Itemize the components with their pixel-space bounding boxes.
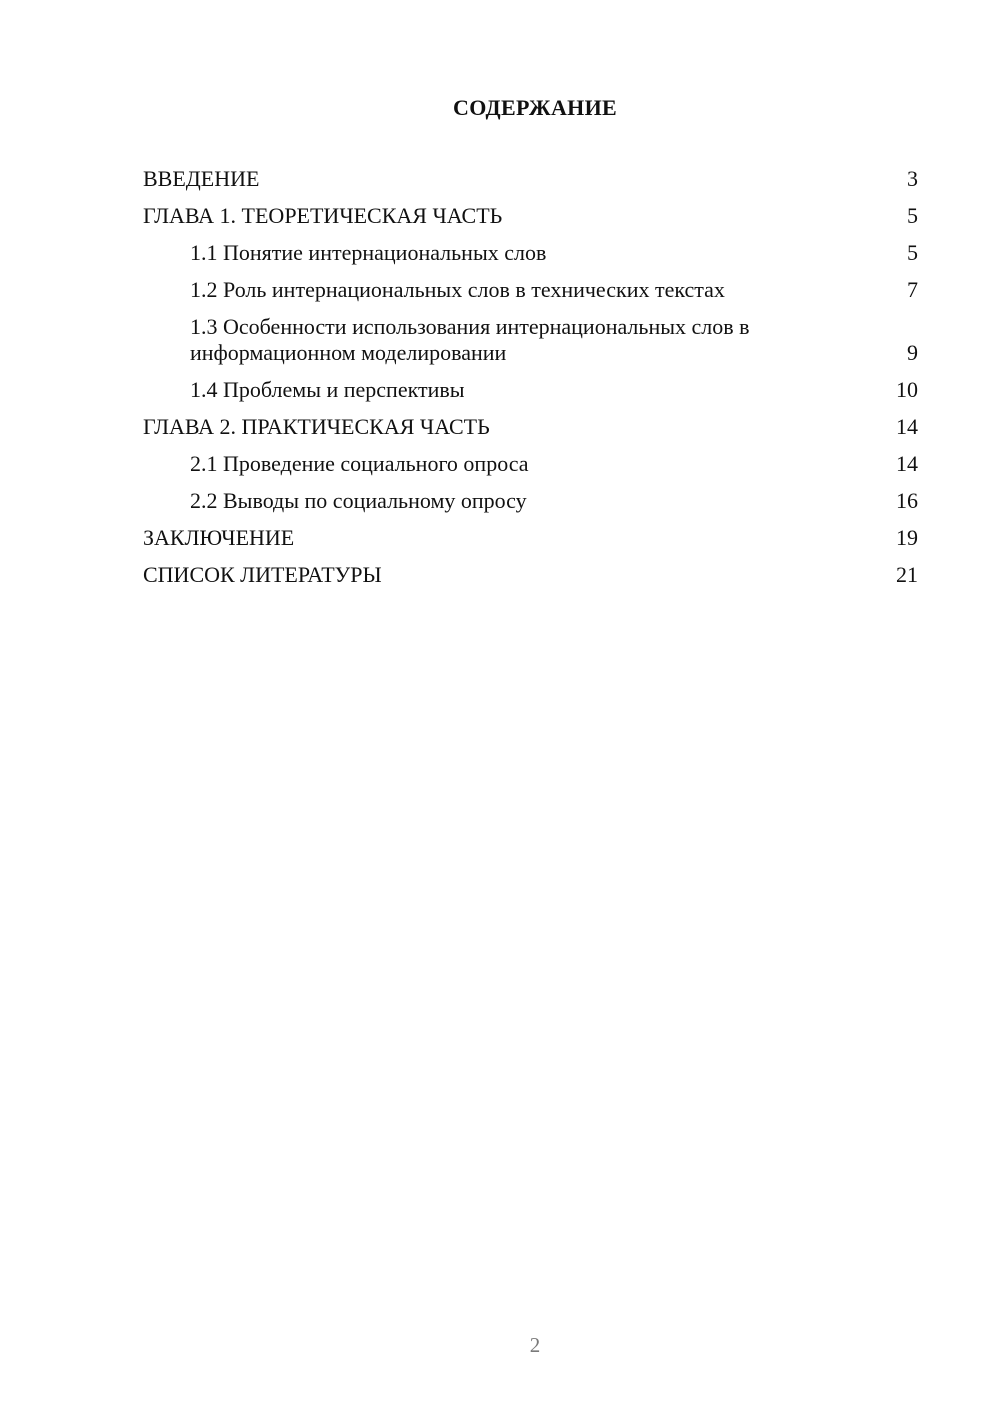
toc-entry-conclusion	[143, 525, 918, 551]
toc-entry-label: ГЛАВА 2. ПРАКТИЧЕСКАЯ ЧАСТЬ	[143, 414, 490, 439]
toc-entry-page: 14	[896, 414, 918, 439]
toc-entry-page: 5	[907, 240, 918, 265]
toc-title: СОДЕРЖАНИЕ	[453, 95, 617, 120]
toc-entry-page: 5	[907, 203, 918, 228]
toc-entry-label: 2.1 Проведение социального опроса	[190, 451, 529, 476]
toc-entry-page: 21	[896, 562, 918, 587]
toc-entry-label: 2.2 Выводы по социальному опросу	[190, 488, 527, 513]
toc-entry-label: СПИСОК ЛИТЕРАТУРЫ	[143, 562, 382, 587]
toc-entry-chapter-1	[143, 203, 918, 229]
toc-entry-label: ЗАКЛЮЧЕНИЕ	[143, 525, 295, 550]
toc-entry-label: 1.4 Проблемы и перспективы	[190, 377, 465, 402]
toc-entry-label: 1.1 Понятие интернациональных слов	[190, 240, 547, 265]
toc-entry-page: 9	[907, 340, 918, 365]
toc-entry-references	[143, 562, 918, 588]
toc-entry-label: ГЛАВА 1. ТЕОРЕТИЧЕСКАЯ ЧАСТЬ	[143, 203, 503, 228]
page-number: 2	[529, 1333, 541, 1357]
table-of-contents	[143, 166, 918, 599]
toc-entry-section-1-4	[143, 377, 918, 403]
toc-entry-section-1-3	[143, 314, 918, 366]
toc-entry-page: 19	[896, 525, 918, 550]
toc-entry-page: 3	[907, 166, 918, 191]
toc-entry-chapter-2	[143, 414, 918, 440]
toc-entry-introduction	[143, 166, 918, 192]
toc-entry-label: 1.2 Роль интернациональных слов в технических текстах	[190, 277, 725, 302]
toc-entry-page: 10	[896, 377, 918, 402]
toc-entry-section-1-2	[143, 277, 918, 303]
toc-entry-section-1-1	[143, 240, 918, 266]
toc-entry-section-2-2	[143, 488, 918, 514]
toc-entry-page: 14	[896, 451, 918, 476]
toc-entry-page: 16	[896, 488, 918, 513]
toc-entry-label: 1.3 Особенности использования интернациональных слов в информационном моделировании	[190, 314, 750, 365]
toc-entry-page: 7	[907, 277, 918, 302]
toc-entry-label: ВВЕДЕНИЕ	[143, 166, 260, 191]
toc-entry-section-2-1	[143, 451, 918, 477]
